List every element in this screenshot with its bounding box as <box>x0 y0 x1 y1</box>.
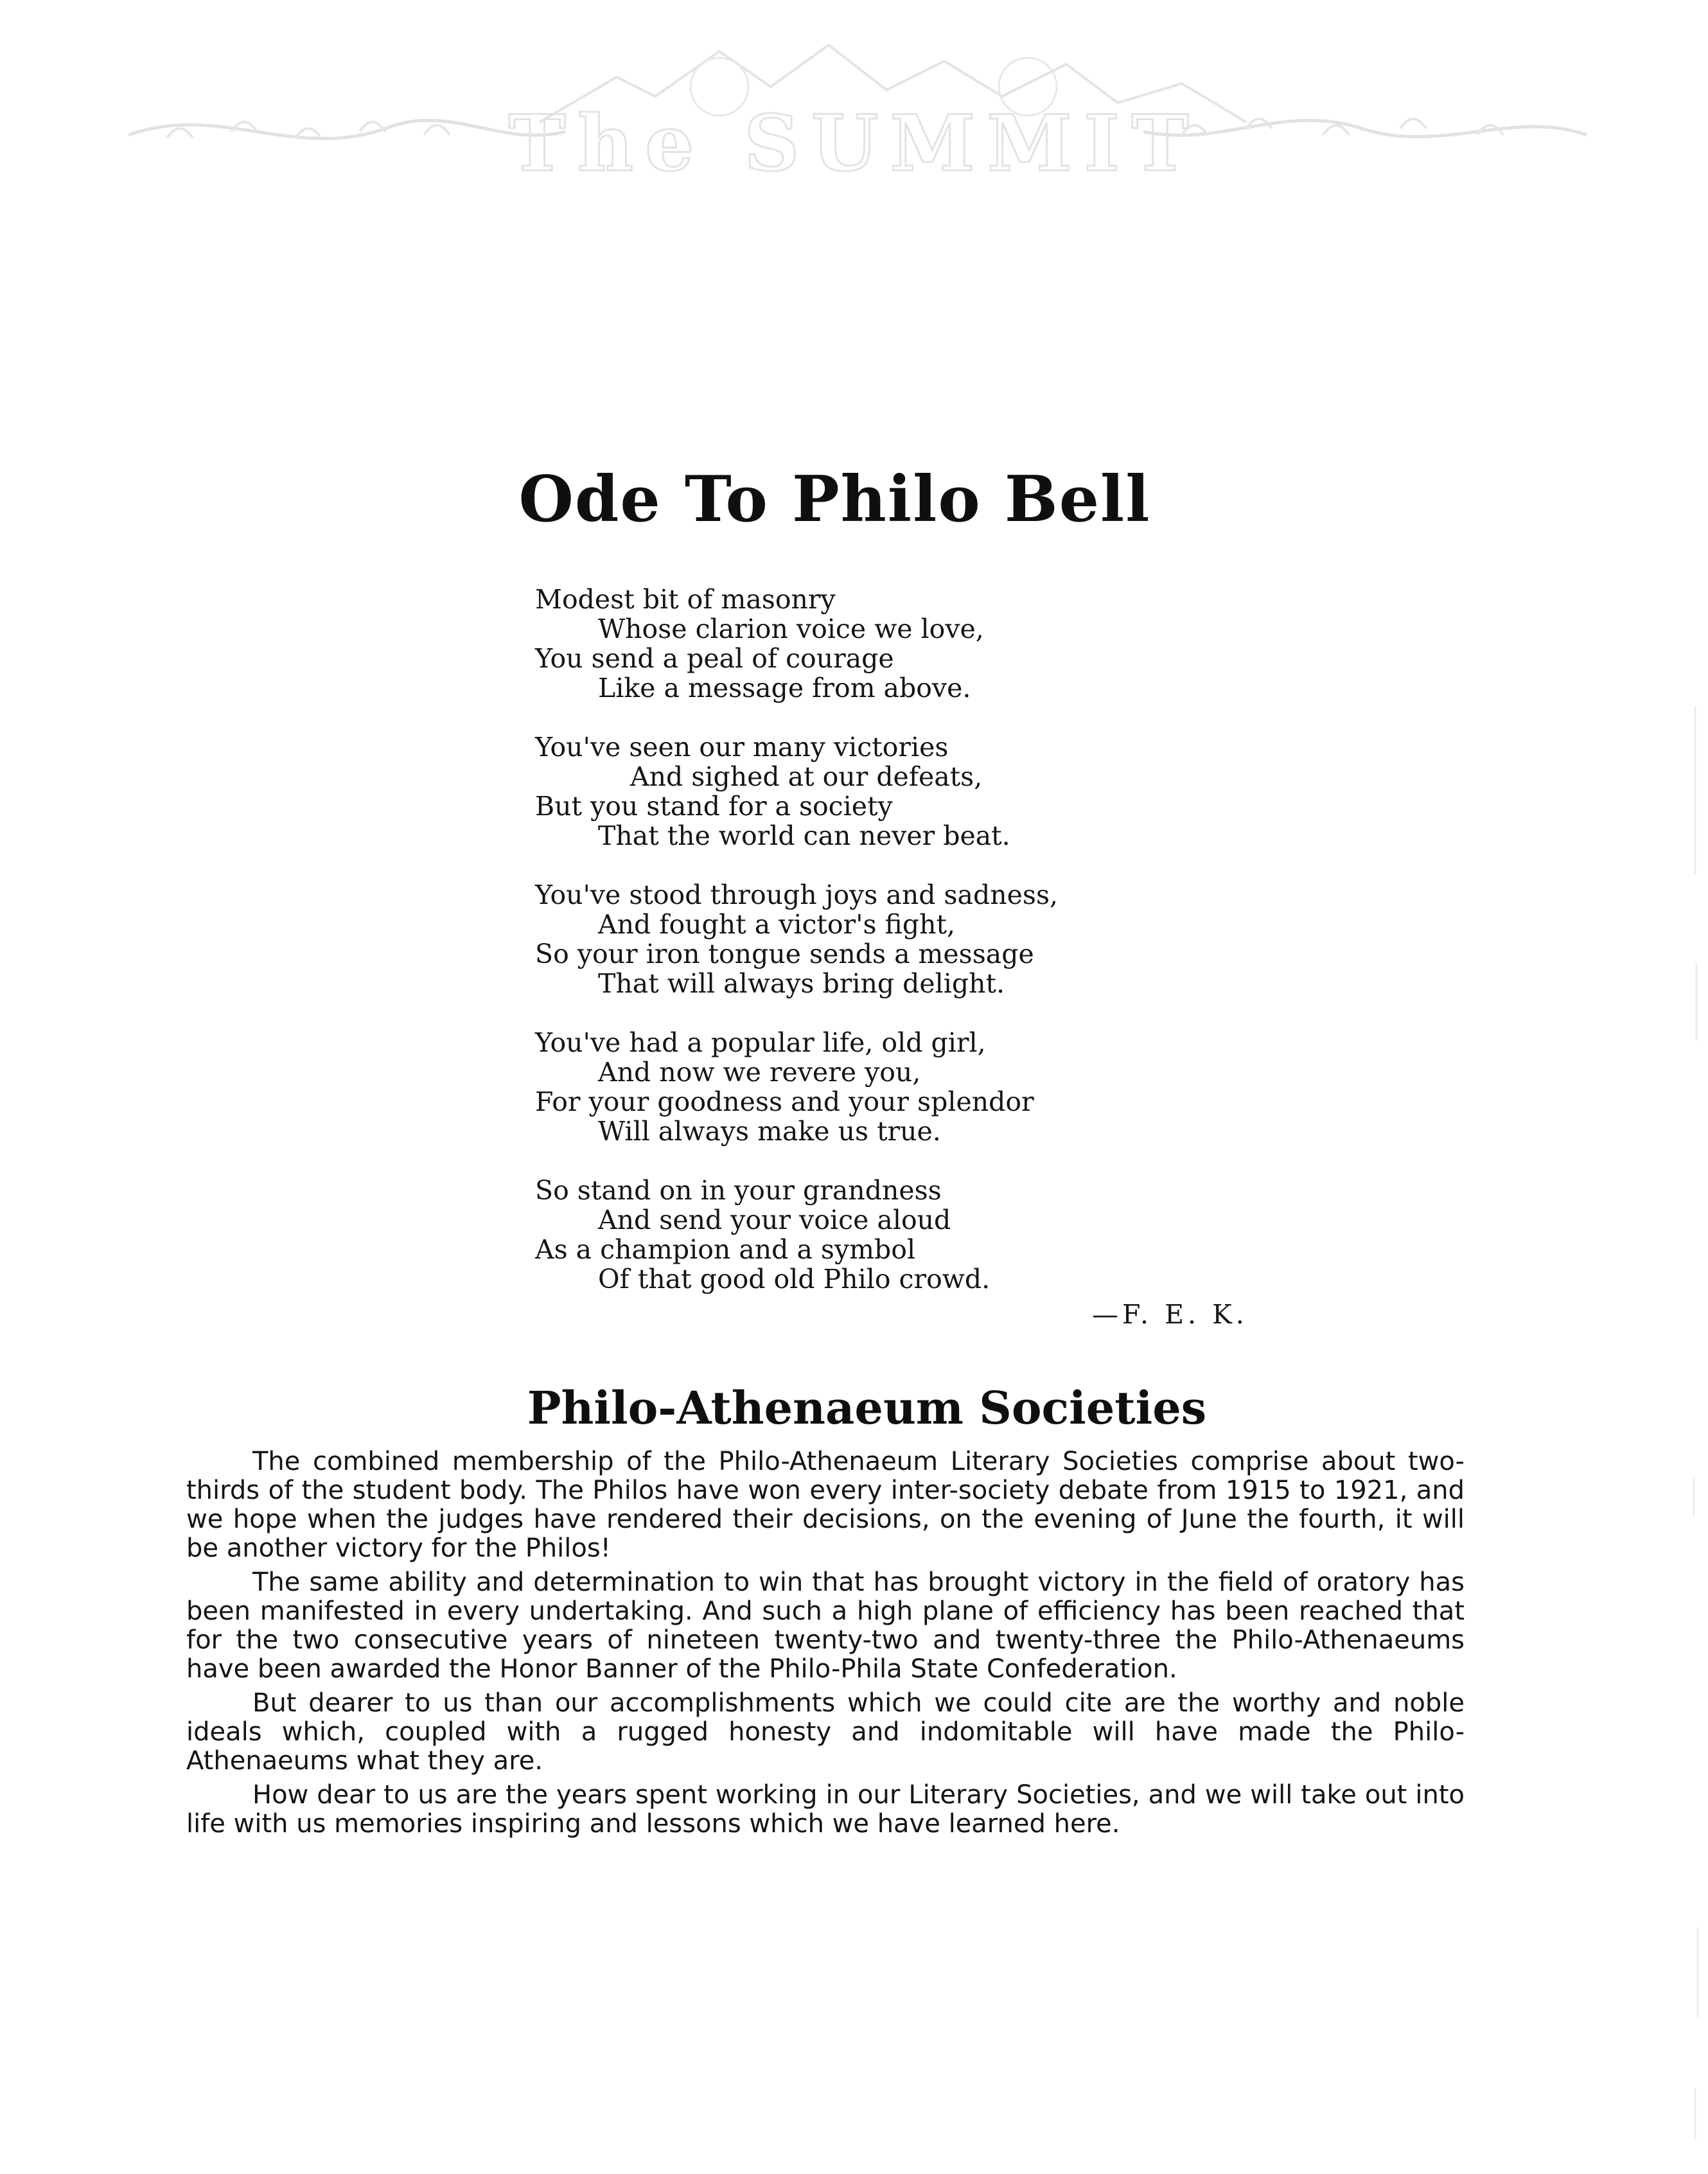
header-emboss-text: The SUMMIT <box>508 98 1201 186</box>
poem-line: You've seen our many victories <box>535 732 949 763</box>
poem-line: Whose clarion voice we love, <box>598 614 984 644</box>
poem-line: For your goodness and your splendor <box>535 1086 1034 1117</box>
poem-stanza <box>535 732 1306 851</box>
section-title: Philo-Athenaeum Societies <box>527 1381 1207 1435</box>
poem-title: Ode To Philo Bell <box>518 463 1151 536</box>
poem-line: Modest bit of masonry <box>535 584 836 615</box>
poem-line: So stand on in your grandness <box>535 1175 942 1206</box>
scroll-left <box>128 120 565 138</box>
section-body <box>186 1447 1465 1844</box>
poem-line: Will always make us true. <box>598 1116 941 1147</box>
poem-body <box>535 585 1306 1323</box>
poem-line: Of that good old Philo crowd. <box>598 1264 990 1295</box>
poem-line: That will always bring delight. <box>598 968 1005 999</box>
scan-edge-marks <box>1657 0 1708 2174</box>
poem-stanza <box>535 1176 1306 1294</box>
scroll-right-leaves <box>1182 119 1503 135</box>
poem-line: And sighed at our defeats, <box>630 761 983 792</box>
poem-line: So your iron tongue sends a message <box>535 939 1034 969</box>
section-paragraph: The combined membership of the Philo-Athenaeum Literary Societies comprise about two-thirds of the student body. The Philos have won every inter-society debate from 1915 to 1921, and we hope when the judges have rendered their decisions, on the evening of June the fourth, it will be another victory for the Philos! <box>186 1447 1465 1563</box>
poem-line: You've stood through joys and sadness, <box>535 879 1059 910</box>
poem-line: Like a message from above. <box>598 673 971 703</box>
poem-line: You send a peal of courage <box>535 643 894 674</box>
poem-attribution: —F. E. K. <box>1092 1299 1248 1330</box>
scroll-right <box>1143 120 1587 136</box>
poem-line: But you stand for a society <box>535 791 893 822</box>
poem-line: You've had a popular life, old girl, <box>535 1027 986 1058</box>
section-paragraph: But dearer to us than our accomplishments which we could cite are the worthy and noble ideals which, coupled with a rugged honesty and indomitable will have made the Philo-Athenaeums what they are. <box>186 1688 1465 1776</box>
poem-stanza <box>535 880 1306 998</box>
poem-line: And fought a victor's fight, <box>598 909 956 940</box>
poem-stanza <box>535 585 1306 703</box>
header-emboss-graphic <box>90 26 1619 186</box>
poem-line: And now we revere you, <box>598 1057 921 1088</box>
section-paragraph: The same ability and determination to win that has brought victory in the field of oratory has been manifested in every undertaking. And such a high plane of efficiency has been reached that for the two consecutive years of nineteen twenty-two and twenty-three the Philo-Athenaeums have been awarded the Honor Banner of the Philo-Phila State Confederation. <box>186 1568 1465 1684</box>
poem-line: As a champion and a symbol <box>535 1234 916 1265</box>
poem-stanza <box>535 1028 1306 1146</box>
poem-line: And send your voice aloud <box>598 1205 951 1235</box>
poem-line: That the world can never beat. <box>598 820 1010 851</box>
section-paragraph: How dear to us are the years spent working in our Literary Societies, and we will take out into life with us memories inspiring and lessons which we have learned here. <box>186 1780 1465 1839</box>
header-emboss-logo <box>90 26 1619 186</box>
